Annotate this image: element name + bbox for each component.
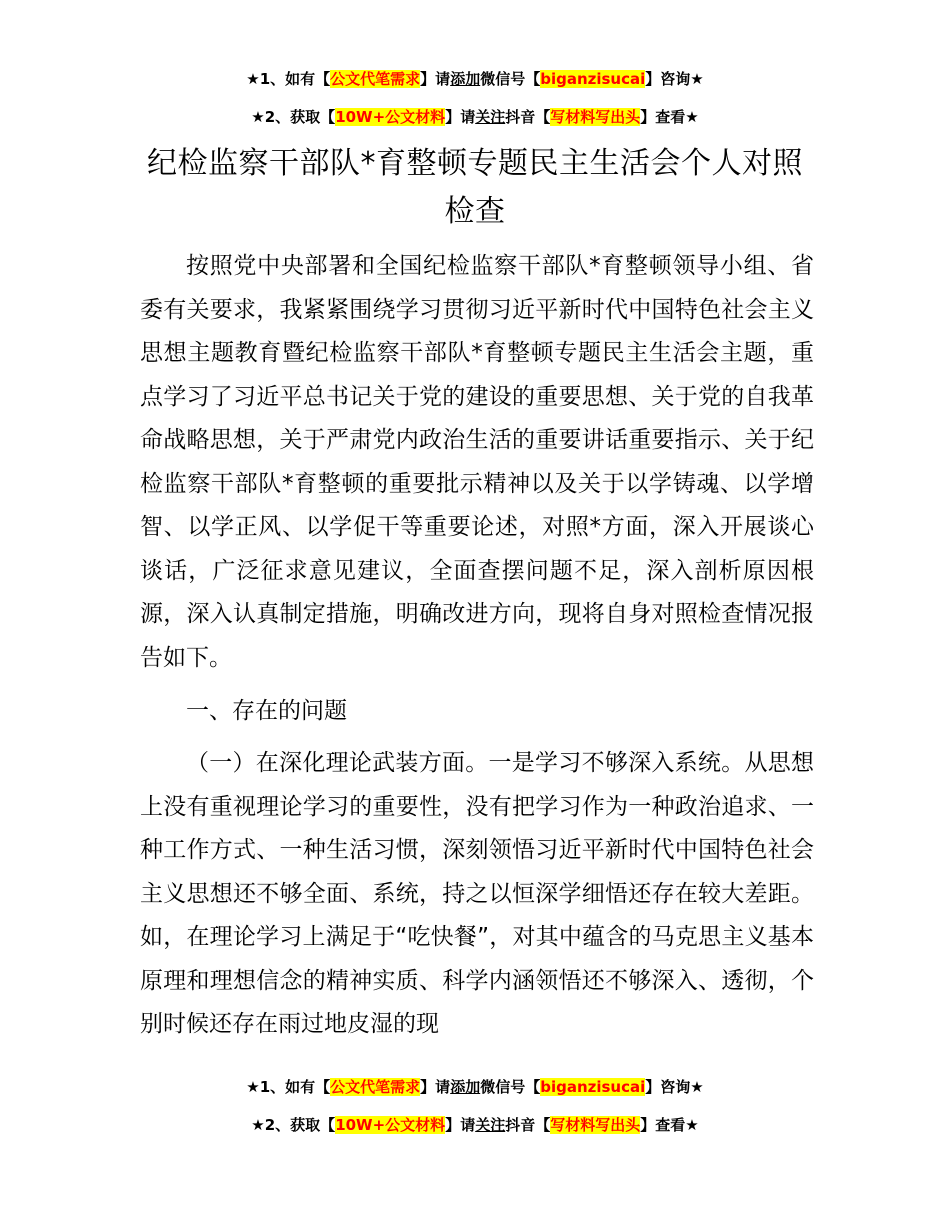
banner-wechat-id: biganzisucai: [540, 1078, 646, 1096]
banner-text: 微信号【: [480, 70, 541, 88]
banner-text: 抖音【: [505, 108, 551, 126]
section-paragraph: （一）在深化理论武装方面。一是学习不够深入系统。从思想上没有重视理论学习的重要性，没有把学习作为一种政治追求、一种工作方式、一种生活习惯，深刻领悟习近平新时代中国特色社会主义思想还不够全面、系统，持之以恒深学细悟还存在较大差距。如，在理论学习上满足于“吃快餐”，对其中蕴含的马克思主义基本原理和理想信念的精神实质、科学内涵领悟还不够深入、透彻，个别时候还存在雨过地皮湿的现: [140, 750, 814, 1037]
top-banner-line-1: [0, 68, 950, 90]
banner-text: 】请: [445, 108, 476, 126]
banner-suffix: 】查看★: [640, 108, 699, 126]
banner-highlight: 10W+公文材料: [335, 1116, 446, 1134]
banner-prefix: ★2、获取【: [251, 108, 336, 126]
banner-text: 抖音【: [505, 1116, 551, 1134]
banner-highlight: 公文代笔需求: [330, 1078, 421, 1096]
banner-text: 】请: [445, 1116, 476, 1134]
bottom-banner-line-1: [0, 1076, 950, 1098]
banner-underline: 添加: [450, 1078, 481, 1096]
banner-text: 】请: [420, 70, 451, 88]
banner-underline: 关注: [475, 108, 506, 126]
intro-paragraph: 按照党中央部署和全国纪检监察干部队*育整顿领导小组、省委有关要求，我紧紧围绕学习贯彻习近平新时代中国特色社会主义思想主题教育暨纪检监察干部队*育整顿专题民主生活会主题，重点学习了习近平总书记关于党的建设的重要思想、关于党的自我革命战略思想，关于严肃党内政治生活的重要讲话重要指示、关于纪检监察干部队*育整顿的重要批示精神以及关于以学铸魂、以学增智、以学正风、以学促干等重要论述，对照*方面，深入开展谈心谈话，广泛征求意见建议，全面查摆问题不足，深入剖析原因根源，深入认真制定措施，明确改进方向，现将自身对照检查情况报告如下。: [140, 253, 814, 671]
banner-douyin-id: 写材料写出头: [550, 108, 641, 126]
banner-suffix: 】咨询★: [645, 70, 704, 88]
banner-prefix: ★2、获取【: [251, 1116, 336, 1134]
banner-prefix: ★1、如有【: [246, 1078, 331, 1096]
banner-highlight: 公文代笔需求: [330, 70, 421, 88]
banner-underline: 关注: [475, 1116, 506, 1134]
banner-underline: 添加: [450, 70, 481, 88]
banner-wechat-id: biganzisucai: [540, 70, 646, 88]
document-title: 纪检监察干部队*育整顿专题民主生活会个人对照检查: [147, 146, 803, 229]
section-heading: 一、存在的问题: [186, 698, 347, 724]
banner-prefix: ★1、如有【: [246, 70, 331, 88]
top-banner-line-2: [0, 106, 950, 128]
banner-suffix: 】查看★: [640, 1116, 699, 1134]
banner-highlight: 10W+公文材料: [335, 108, 446, 126]
bottom-banner-line-2: [0, 1114, 950, 1136]
banner-douyin-id: 写材料写出头: [550, 1116, 641, 1134]
banner-text: 微信号【: [480, 1078, 541, 1096]
banner-suffix: 】咨询★: [645, 1078, 704, 1096]
banner-text: 】请: [420, 1078, 451, 1096]
